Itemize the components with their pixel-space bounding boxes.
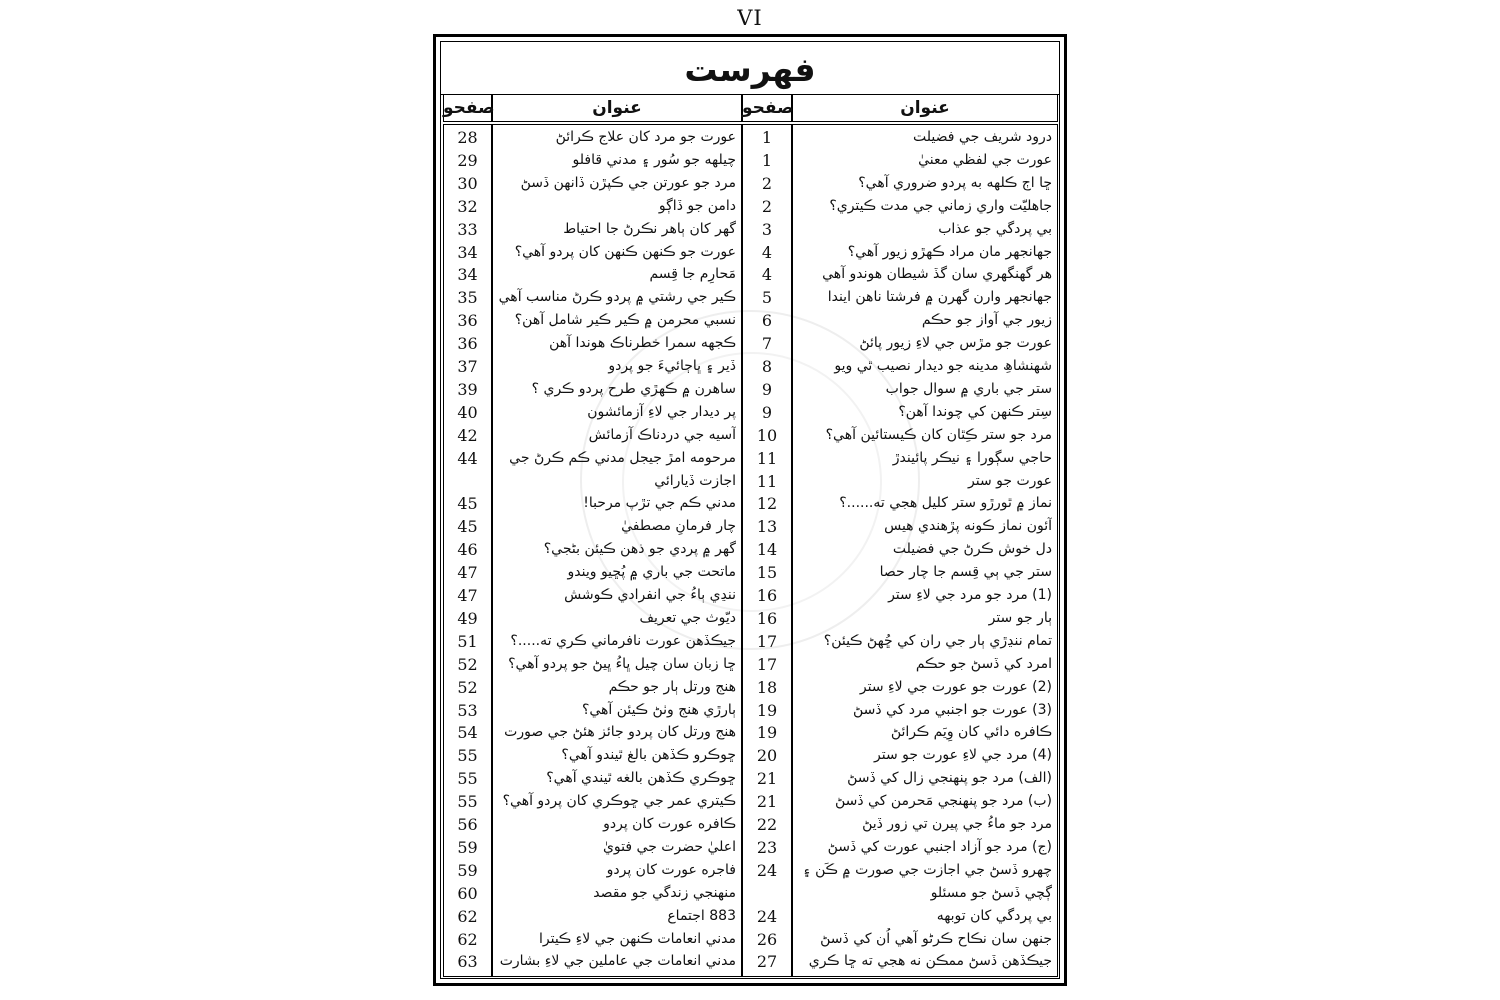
- right-toc-entry-title: مرد جو ماءُ جي پيرن تي زور ڏيڻ: [862, 816, 1052, 832]
- right-toc-page-number: 3: [761, 219, 773, 239]
- left-toc-page-number: 32: [457, 196, 478, 216]
- right-toc-entry-title: نماز ۾ ٿورڙو ستر کليل هجي ته......؟: [839, 495, 1052, 512]
- left-toc-entry-title: اجازت ڏيارائي: [654, 472, 736, 489]
- left-toc-page-number: 46: [457, 540, 478, 560]
- left-toc-entry-title: اعليٰ حضرت جي فتويٰ: [602, 838, 736, 855]
- left-toc-entry-title: ڏير ۽ ڀاڄائيءَ جو پردو: [608, 358, 736, 374]
- left-toc-page-number: 30: [457, 173, 478, 193]
- right-toc-page-number: 8: [761, 357, 773, 376]
- right-toc-page-number: 2: [761, 196, 773, 216]
- right-toc-entry-title: مرد جو ستر ڪِٿان کان ڪيستائين آهي؟: [825, 426, 1052, 443]
- left-page-header: صفحو: [443, 98, 495, 118]
- left-toc-page-number: 34: [457, 242, 478, 262]
- right-toc-entry-title: (ب) مرد جو پنهنجي مَحرمن کي ڏسڻ: [834, 793, 1052, 810]
- right-toc-page-number: 19: [756, 723, 778, 743]
- left-toc-entry-title: هنج ورتل ٻار جو حڪم: [608, 678, 736, 695]
- left-toc-entry-title: ديّوث جي تعريف: [639, 609, 736, 626]
- right-toc-entry-title: بي پردگي کان توبهه: [936, 907, 1052, 924]
- left-toc-entry-title: آسيه جي دردناڪ آزمائش: [588, 426, 736, 443]
- left-toc-page-number: 45: [457, 517, 478, 537]
- right-toc-entry-title: (ج) مرد جو آزاد اجنبي عورت کي ڏسڻ: [827, 838, 1052, 855]
- left-toc-entry-title: گهر ۾ پردي جو ذهن ڪيئن بڻجي؟: [543, 541, 736, 558]
- right-toc-entry-title: جاهليّت واري زماني جي مدت ڪيتري؟: [829, 197, 1052, 214]
- left-toc-entry-title: 883 اجتماع: [667, 907, 736, 924]
- right-toc-entry-title: ستر جي ٻي قِسم جا چار حصا: [879, 564, 1052, 581]
- right-toc-page-number: 14: [756, 540, 778, 560]
- left-toc-page-number: 62: [457, 929, 478, 949]
- left-toc-page-number: 35: [457, 288, 478, 308]
- left-toc-page-number: 51: [457, 631, 478, 651]
- page-number: VI: [737, 6, 763, 30]
- right-toc-page-number: 21: [756, 792, 778, 812]
- left-toc-entry-title: نسبي محرمن ۾ ڪير ڪير شامل آهن؟: [514, 312, 736, 329]
- left-toc-page-number: 47: [457, 586, 478, 605]
- left-toc-page-number: 55: [457, 746, 478, 766]
- right-toc-page-number: 16: [756, 608, 778, 628]
- left-toc-entry-title: ڇوڪرو ڪڏهن بالغ ٿيندو آهي؟: [561, 747, 736, 764]
- right-toc-page-number: 1: [761, 150, 773, 170]
- left-toc-page-number: 60: [457, 883, 478, 903]
- right-toc-page-number: 7: [761, 334, 773, 354]
- right-toc-page-number: 2: [761, 173, 773, 193]
- left-toc-page-number: 56: [457, 815, 478, 834]
- right-toc-page-number: 26: [756, 929, 778, 949]
- left-toc-entry-title: ننڍي ٻاءُ جي انفرادي ڪوشش: [564, 587, 736, 603]
- right-toc-entry-title: تمام ننڍڙي ٻار جي ران کي ڇُهڻ ڪيئن؟: [823, 632, 1052, 649]
- left-toc-entry-title: مرحومه امڙ جيجل مدني ڪم ڪرڻ جي: [509, 449, 736, 466]
- right-toc-entry-title: ڳچي ڏسڻ جو مسئلو: [930, 884, 1052, 901]
- right-toc-entry-title: ٻار جو ستر: [988, 609, 1052, 626]
- right-toc-entry-title: حاجي سڳورا ۽ نيڪر پائيندڙ: [892, 449, 1052, 466]
- right-toc-page-number: 23: [756, 837, 778, 857]
- right-toc-entry-title: چهرو ڏسڻ جي اجازت جي صورت ۾ ڪَن ۽: [802, 861, 1052, 878]
- left-toc-page-number: 28: [457, 128, 478, 147]
- left-toc-page-number: 47: [457, 563, 478, 583]
- left-toc-entry-title: گهر کان ٻاهر نڪرڻ جا احتياط: [563, 220, 736, 237]
- left-toc-page-number: 36: [457, 334, 478, 354]
- right-toc-page-number: 4: [761, 265, 773, 285]
- right-toc-entry-title: جيڪڏهن ڏسڻ ممڪن نه هجي ته ڇا ڪري: [808, 953, 1052, 970]
- right-toc-entry-title: شهنشاھِ مدينه جو ديدار نصيب ٿي ويو: [834, 358, 1052, 374]
- left-toc-page-number: 45: [457, 494, 478, 514]
- left-toc-entry-title: ڪجهه سمرا خطرناڪ هوندا آهن: [549, 335, 736, 352]
- right-toc-entry-title: (2) عورت جو عورت جي لاءِ ستر: [859, 678, 1052, 695]
- left-toc-entry-title: مَحارِم جا قِسم: [649, 266, 736, 283]
- left-toc-entry-title: فاجره عورت کان پردو: [606, 861, 736, 878]
- left-toc-entry-title: دامن جو ڏاڳو: [658, 197, 736, 214]
- page-title: فهرست: [684, 50, 816, 89]
- right-toc-page-number: 4: [761, 242, 773, 262]
- right-toc-page-number: 12: [756, 494, 778, 514]
- left-toc-page-number: 62: [457, 906, 478, 926]
- left-toc-page-number: 29: [457, 150, 478, 170]
- right-toc-page-number: 24: [756, 860, 778, 880]
- right-toc-entry-title: عورت جو ستر: [968, 472, 1052, 489]
- left-toc-entry-title: ڇوڪري ڪڏهن بالغه ٿيندي آهي؟: [546, 770, 736, 787]
- right-toc-entry-title: امرد کي ڏسڻ جو حڪم: [915, 655, 1052, 672]
- right-toc-page-number: 10: [756, 425, 778, 445]
- left-toc-page-number: 54: [457, 723, 478, 743]
- right-toc-page-number: 19: [756, 700, 778, 720]
- left-toc-page-number: 55: [457, 792, 478, 812]
- right-toc-page-number: 6: [761, 311, 773, 331]
- right-toc-entry-title: ڪافره دائي کان وِيَم ڪرائڻ: [890, 724, 1052, 741]
- right-toc-entry-title: (الف) مرد جو پنهنجي زال کي ڏسڻ: [847, 770, 1052, 787]
- left-toc-page-number: 53: [457, 700, 478, 720]
- right-toc-entry-title: عورت جو مڙس جي لاءِ زيور پائڻ: [859, 335, 1052, 352]
- right-toc-entry-title: آئون نماز ڪونه پڙهندي هيس: [884, 518, 1052, 535]
- left-toc-page-number: 40: [457, 402, 478, 422]
- left-title-header: عنوان: [592, 98, 642, 118]
- right-toc-page-number: 13: [756, 517, 778, 537]
- left-toc-entry-title: مرد جو عورتن جي ڪپڙن ڏانهن ڏسڻ: [520, 174, 736, 191]
- right-toc-entry-title: ڇا اڄ ڪلهه به پردو ضروري آهي؟: [858, 174, 1052, 191]
- left-toc-page-number: 36: [457, 311, 478, 331]
- right-toc-entry-title: جهانجهر مان مراد ڪهڙو زيور آهي؟: [847, 243, 1052, 260]
- right-toc-page-number: 20: [756, 746, 778, 766]
- left-toc-entry-title: مدني انعامات جي عاملين جي لاءِ بشارت: [499, 953, 736, 970]
- left-toc-page-number: 55: [457, 769, 478, 789]
- left-toc-entry-title: مدني انعامات ڪنهن جي لاءِ ڪيترا: [538, 930, 736, 947]
- right-toc-entry-title: سِتر ڪنهن کي چوندا آهن؟: [898, 403, 1052, 420]
- left-toc-page-number: 39: [457, 379, 478, 399]
- left-toc-page-number: 49: [457, 608, 478, 628]
- left-toc-page-number: 37: [457, 357, 478, 376]
- right-toc-page-number: 21: [756, 769, 778, 789]
- left-toc-entry-title: ڪيتري عمر جي ڇوڪري کان پردو آهي؟: [502, 793, 736, 810]
- left-toc-entry-title: چار فرمانِ مصطفيٰ: [621, 518, 736, 535]
- right-toc-page-number: 11: [756, 471, 778, 491]
- left-toc-entry-title: ٻارڙي هنج وٺڻ ڪيئن آهي؟: [581, 701, 736, 718]
- right-toc-entry-title: (4) مرد جي لاءِ عورت جو ستر: [874, 747, 1052, 764]
- right-toc-entry-title: زيور جي آواز جو حڪم: [921, 312, 1052, 329]
- left-toc-entry-title: منهنجي زندگي جو مقصد: [593, 884, 736, 901]
- right-page-header: صفحو: [742, 98, 794, 118]
- right-toc-page-number: 16: [756, 586, 778, 605]
- right-toc-page-number: 22: [756, 815, 778, 834]
- left-toc-entry-title: جيڪڏهن عورت نافرماني ڪري ته.....؟: [510, 632, 736, 649]
- right-toc-entry-title: جهانجهر وارن گهرن ۾ فرشتا ناهن ايندا: [827, 289, 1052, 306]
- left-toc-entry-title: ڪير جي رشتي ۾ پردو ڪرڻ مناسب آهي: [498, 289, 736, 306]
- right-toc-page-number: 17: [756, 654, 778, 674]
- left-toc-entry-title: ساهرن ۾ ڪهڙي طرح پردو ڪري ؟: [531, 380, 736, 397]
- left-toc-entry-title: ڪافره عورت کان پردو: [603, 816, 736, 832]
- left-toc-entry-title: ڇا زبان سان چيل ڀاءُ ڀيڻ جو پردو آهي؟: [508, 655, 736, 672]
- right-toc-page-number: 9: [761, 379, 773, 399]
- left-toc-page-number: 33: [457, 219, 478, 239]
- left-toc-page-number: 59: [457, 837, 478, 857]
- left-toc-entry-title: عورت جو مرد کان علاج ڪرائڻ: [555, 129, 736, 145]
- right-toc-page-number: 24: [756, 906, 778, 926]
- left-toc-entry-title: ماتحت جي باري ۾ پُڇيو ويندو: [567, 564, 736, 581]
- right-toc-entry-title: بي پردگي جو عذاب: [938, 220, 1052, 237]
- left-toc-entry-title: مدني ڪم جي تڙپ مرحبا!: [583, 495, 736, 512]
- left-toc-page-number: 63: [457, 952, 478, 972]
- left-toc-page-number: 44: [457, 448, 478, 468]
- right-title-header: عنوان: [900, 98, 950, 118]
- right-toc-page-number: 18: [756, 677, 778, 697]
- right-toc-entry-title: جنهن سان نڪاح ڪرڻو آهي اُن کي ڏسڻ: [820, 930, 1052, 947]
- left-toc-entry-title: پر ديدار جي لاءِ آزمائشون: [587, 403, 736, 420]
- right-toc-entry-title: عورت جي لفظي معنيٰ: [918, 151, 1052, 168]
- right-toc-page-number: 15: [756, 563, 778, 583]
- left-toc-page-number: 59: [457, 860, 478, 880]
- right-toc-entry-title: دل خوش ڪرڻ جي فضيلت: [892, 541, 1052, 558]
- right-toc-entry-title: درود شريف جي فضيلت: [913, 129, 1052, 145]
- right-toc-page-number: 27: [756, 952, 778, 972]
- left-toc-page-number: 42: [457, 425, 478, 445]
- right-toc-page-number: 1: [761, 128, 773, 147]
- left-toc-page-number: 52: [457, 677, 478, 697]
- left-toc-entry-title: هنج ورتل کان پردو جائز هئڻ جي صورت: [504, 724, 736, 741]
- right-toc-page-number: 11: [756, 448, 778, 468]
- left-toc-page-number: 34: [457, 265, 478, 285]
- right-toc-entry-title: (3) عورت جو اجنبي مرد کي ڏسڻ: [852, 701, 1052, 718]
- right-toc-page-number: 17: [756, 631, 778, 651]
- right-toc-page-number: 5: [761, 288, 773, 308]
- left-toc-entry-title: عورت جو ڪنهن ڪنهن کان پردو آهي؟: [514, 243, 736, 260]
- left-toc-page-number: 52: [457, 654, 478, 674]
- left-toc-entry-title: چيلهه جو سُور ۽ مدني قافلو: [572, 151, 736, 168]
- right-toc-entry-title: هر گهنگهري سان گڏ شيطان هوندو آهي: [822, 266, 1052, 283]
- right-toc-page-number: 9: [761, 402, 773, 422]
- right-toc-entry-title: ستر جي باري ۾ سوال جواب: [885, 380, 1052, 397]
- right-toc-entry-title: (1) مرد جو مرد جي لاءِ ستر: [888, 587, 1052, 603]
